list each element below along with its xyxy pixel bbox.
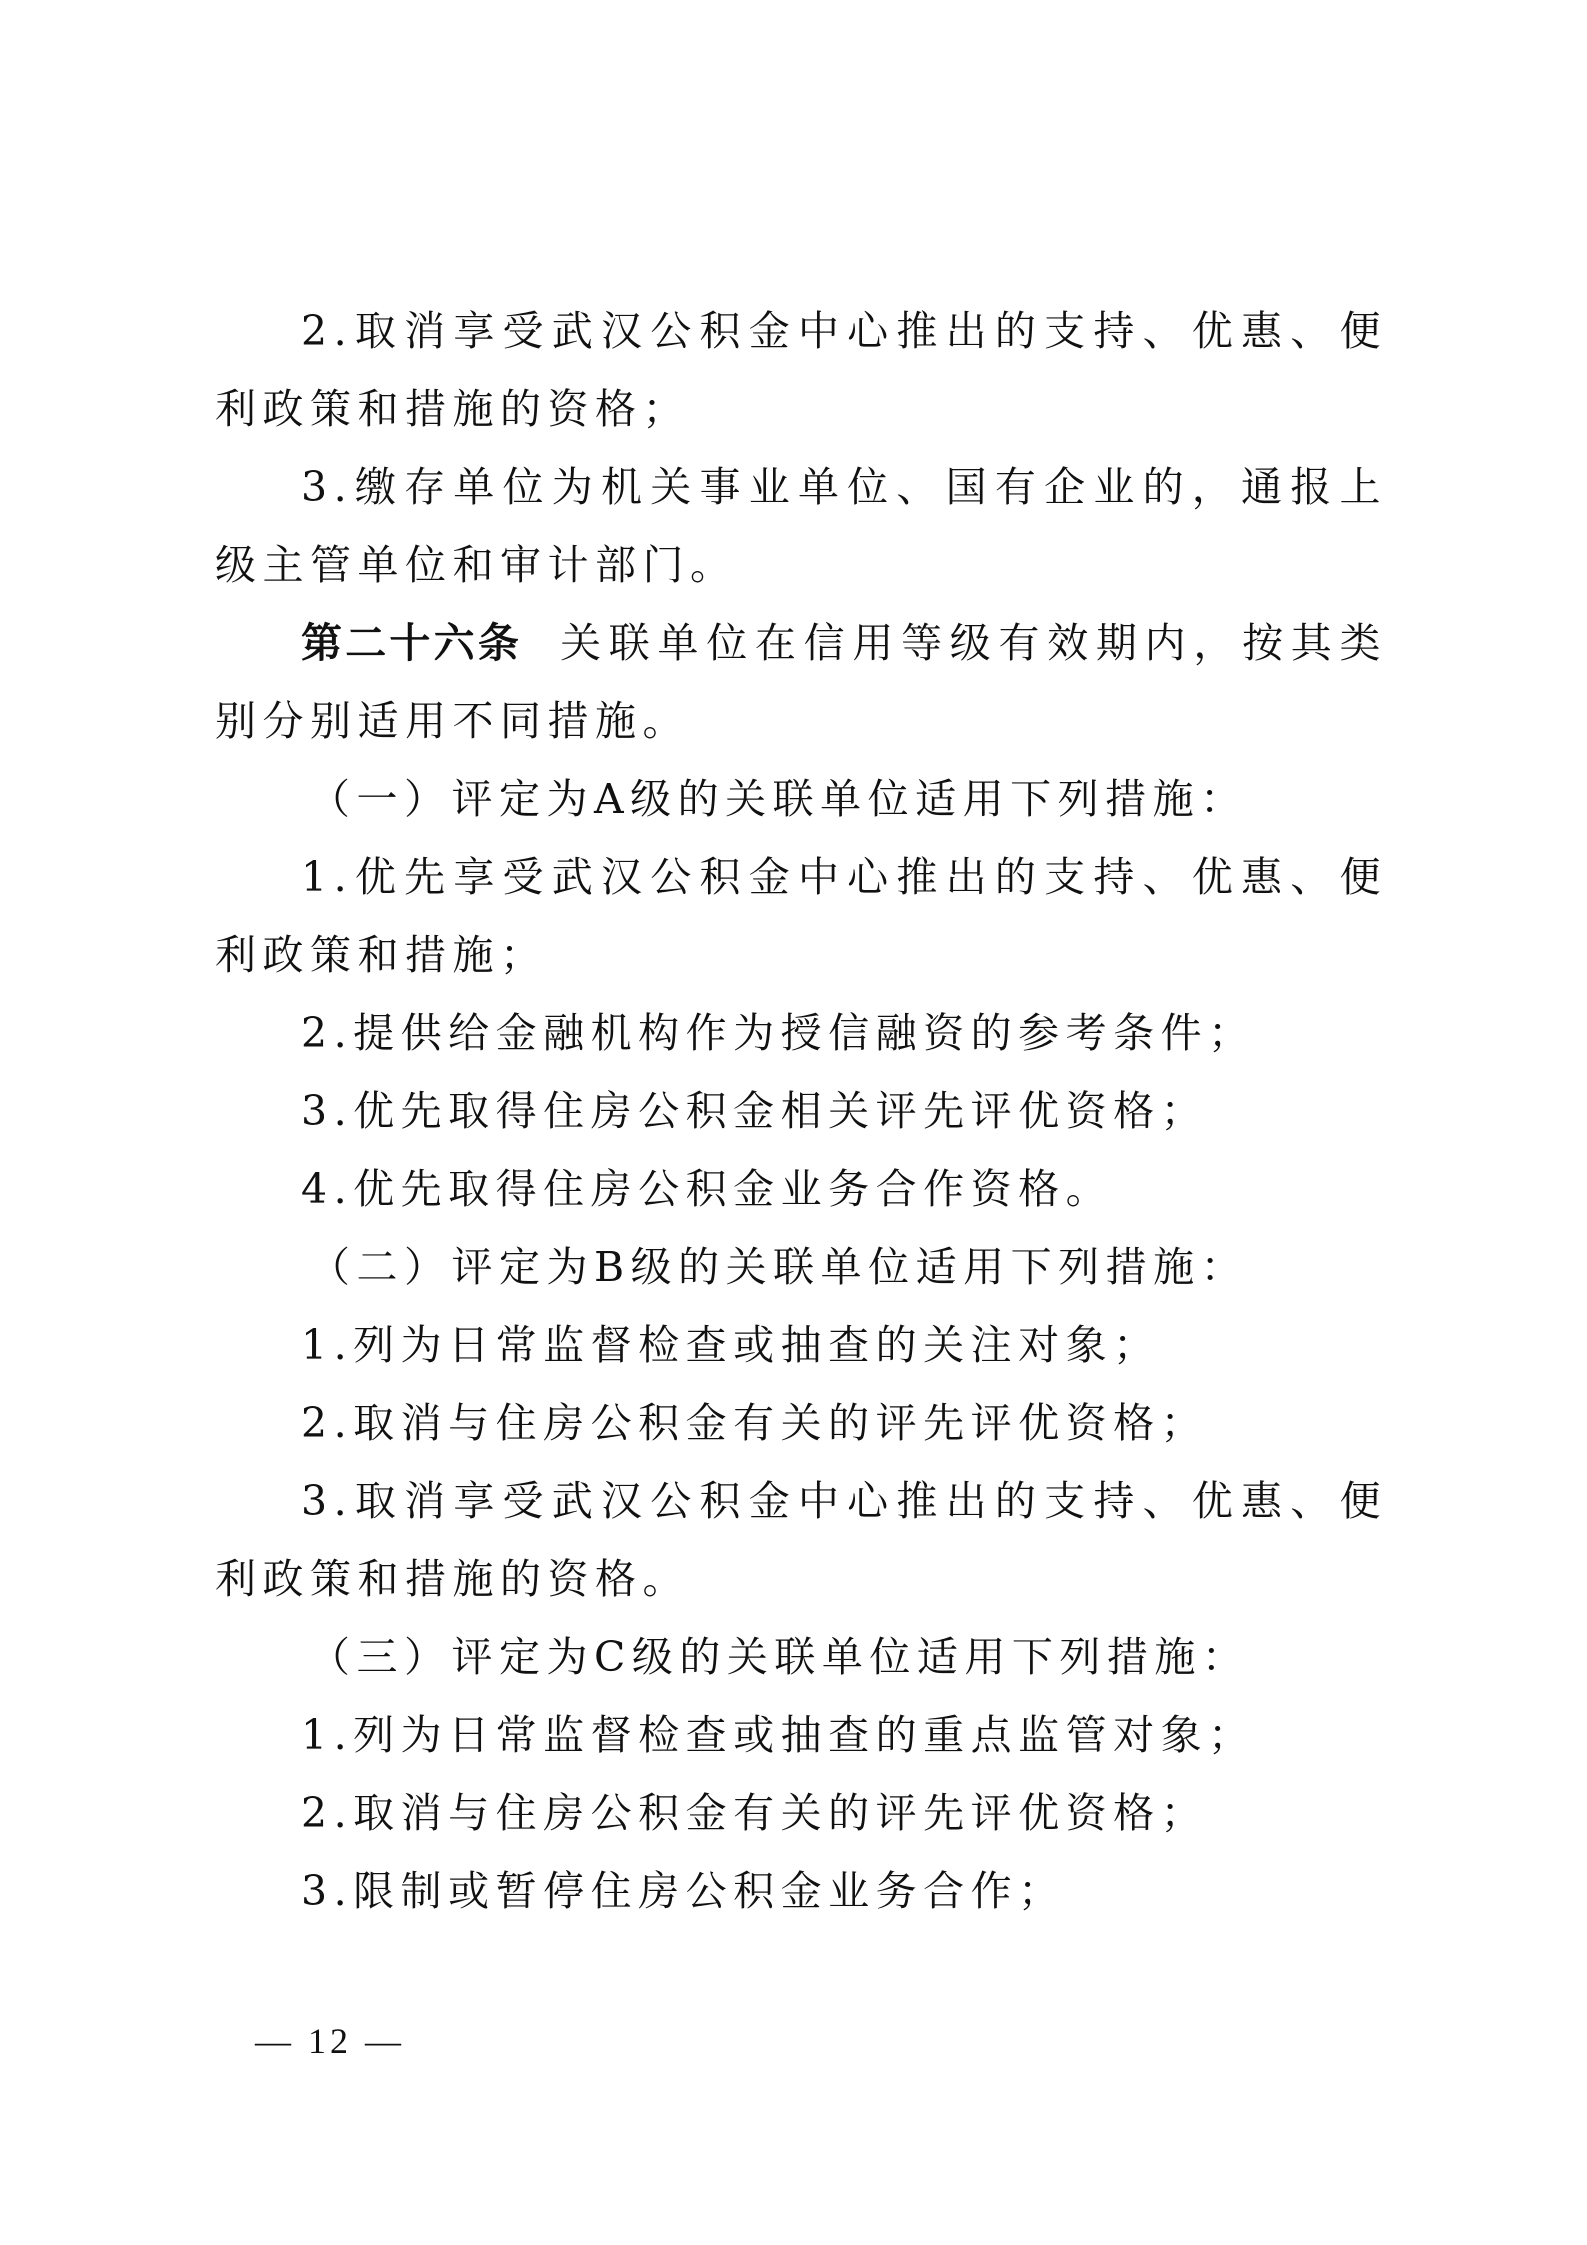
paragraph-item: 3.取消享受武汉公积金中心推出的支持、优惠、便利政策和措施的资格。 xyxy=(215,1477,1387,1603)
sub-heading-b: （二）评定为B级的关联单位适用下列措施： xyxy=(309,1243,1249,1291)
paragraph-item: 1.列为日常监督检查或抽查的关注对象； xyxy=(301,1321,1161,1369)
paragraph-item: 3.优先取得住房公积金相关评先评优资格； xyxy=(301,1087,1209,1135)
paragraph-item: 1.列为日常监督检查或抽查的重点监管对象； xyxy=(301,1711,1256,1759)
paragraph-item: 4.优先取得住房公积金业务合作资格。 xyxy=(301,1165,1114,1213)
sub-heading-a: （一）评定为A级的关联单位适用下列措施： xyxy=(309,775,1248,823)
paragraph-item: 2.取消与住房公积金有关的评先评优资格； xyxy=(301,1789,1209,1837)
article-paragraph xyxy=(215,604,1387,760)
paragraph-item: 3.限制或暂停住房公积金业务合作； xyxy=(301,1867,1066,1915)
paragraph-item: 2.提供给金融机构作为授信融资的参考条件； xyxy=(301,1009,1256,1057)
paragraph-item: 1.优先享受武汉公积金中心推出的支持、优惠、便利政策和措施； xyxy=(215,853,1387,979)
paragraph-item: 3.缴存单位为机关事业单位、国有企业的，通报上级主管单位和审计部门。 xyxy=(215,463,1387,589)
document-body xyxy=(215,292,1387,1930)
paragraph-item: 2.取消与住房公积金有关的评先评优资格； xyxy=(301,1399,1209,1447)
article-text: 关联单位在信用等级有效期内，按其类别分别适用不同措施。 xyxy=(215,619,1388,745)
paragraph-item: 2.取消享受武汉公积金中心推出的支持、优惠、便利政策和措施的资格； xyxy=(215,307,1387,433)
article-heading: 第二十六条 xyxy=(301,619,523,667)
sub-heading-c: （三）评定为C级的关联单位适用下列措施： xyxy=(309,1633,1250,1681)
page-number: — 12 — xyxy=(255,2021,405,2061)
